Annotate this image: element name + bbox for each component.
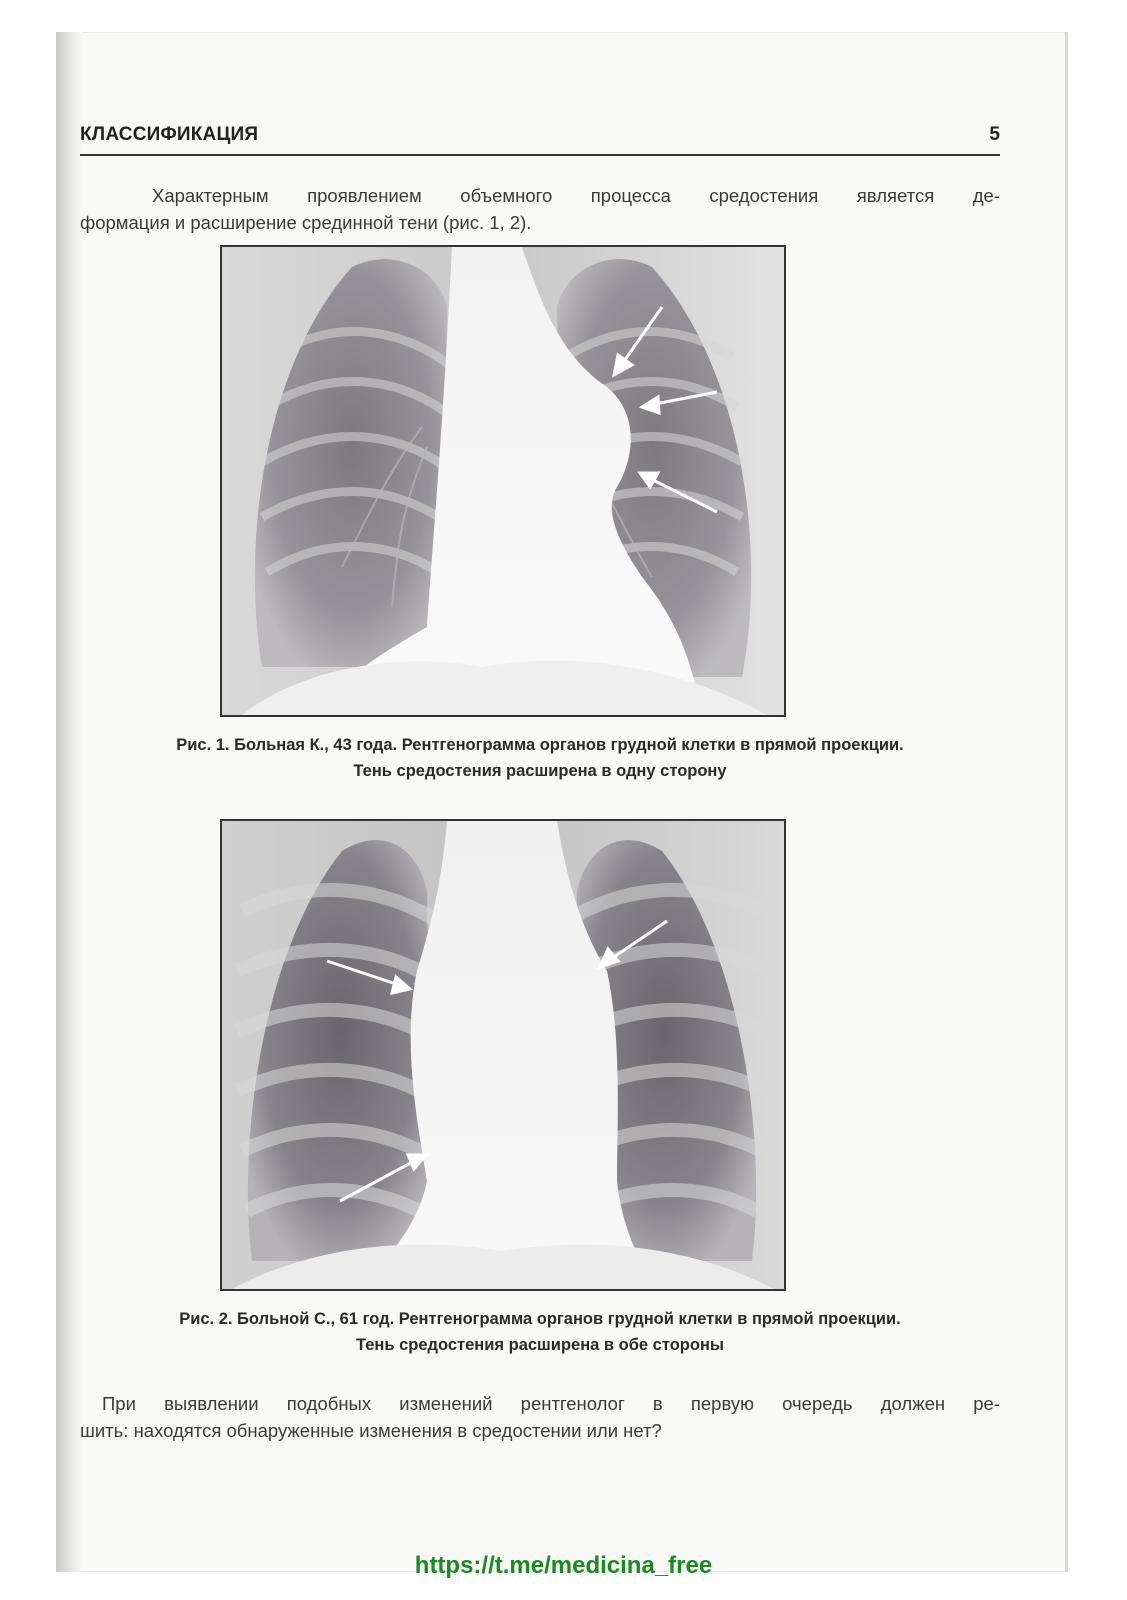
figure-1-xray-image [220,245,786,717]
figure-2-xray-image [220,819,786,1291]
figure-1-caption [80,732,1000,784]
page-gutter-shadow [56,32,82,1572]
figure-1-caption-line-2: Тень средостения расширена в одну сторону [353,762,727,780]
page-edge [1065,32,1068,1572]
watermark-link[interactable]: https://t.me/medicina_free [414,1552,713,1579]
page-number: 5 [989,124,1000,145]
figure-1-caption-line-1: Рис. 1. Больная К., 43 года. Рентгенограмма органов грудной клетки в прямой проекции. [176,736,904,754]
closing-paragraph [80,1390,1000,1444]
closing-line-1: При выявлении подобных изменений рентгенолог в первую очередь должен ре- [102,1393,1000,1414]
chapter-title: КЛАССИФИКАЦИЯ [80,124,259,145]
figure-2-caption-line-2: Тень средостения расширена в обе стороны [355,1336,725,1354]
intro-line-2: формация и расширение срединной тени (рис. 1, 2). [80,212,532,233]
book-page [56,32,1068,1572]
intro-paragraph [80,182,1000,236]
closing-line-2: шить: находятся обнаруженные изменения в средостении или нет? [80,1420,662,1441]
running-head [80,120,1000,156]
intro-line-1: Характерным проявлением объемного процесса средостения является де- [152,185,1000,206]
figure-2-caption-line-1: Рис. 2. Больной С., 61 год. Рентгенограмма органов грудной клетки в прямой проекции. [179,1310,901,1328]
figure-2-caption [80,1306,1000,1358]
